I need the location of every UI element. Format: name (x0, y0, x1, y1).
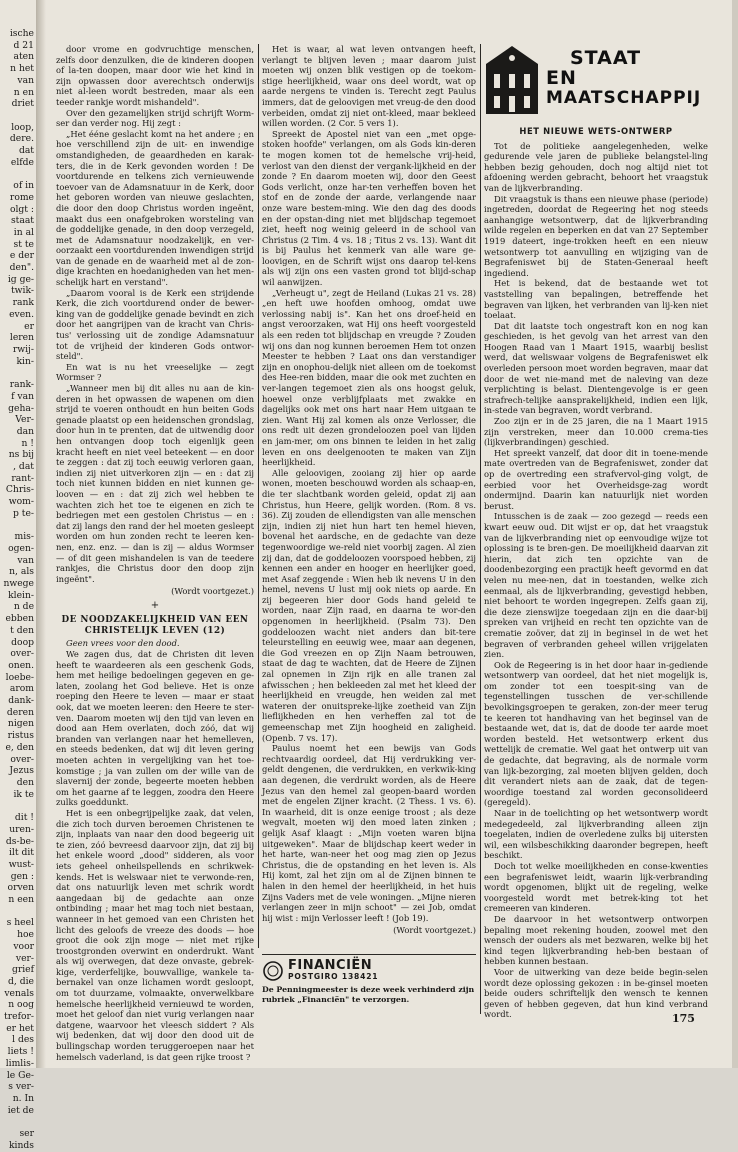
fragment-line: den". (9, 262, 34, 274)
fragment-line: olgt : (9, 203, 34, 215)
article-subheading: Geen vrees voor den dood. (66, 638, 180, 649)
paragraph: En wat is nu het vreeselijke — zegt Wormser ? (56, 361, 254, 383)
paragraph: Doch tot welke moeilijkheden en conse-kwenties een begrafeniswet leidt, waarin lijk-verbranding wordt opgenomen, blijkt uit de regeling, welke voorgesteld wordt met betrek-king tot het cremeeren van kinderen. (484, 860, 708, 914)
logo-line: EN (546, 67, 577, 89)
fragment-line: er (24, 320, 34, 332)
paragraph: Spreekt de Apostel niet van een „met opge-stoken hoofde" verlangen, om als Gods kin-deren te mogen komen tot de hemelsche vrij-heid, verlost van den dienst der vergank-lijkheid en der zonde ? En daarom moeten wij, door den Geest Gods verlicht, onze har-ten verheffen boven het stof en de zonde der aarde, verlangende naar onze ware bestem-ming. Wie den dag des doods en der opstan-ding niet met blijdschap tegemoet ziet, heeft nog weinig geleerd in de school van Christus (2 Tim. 4 vs. 18 ; Titus 2 vs. 13). Want dit is bij Paulus het kenmerk van alle ware ge-loovigen, en de Schrift wijst ons daarop tel-kens als wij zijn ons een vasten grond tot blijd-schap wil aanwijzen. (262, 128, 476, 288)
fragment-line: driet (11, 98, 34, 110)
fragment-line: elfde (10, 156, 34, 168)
fragment-line: rank (12, 297, 34, 309)
fragment-line (0, 168, 34, 180)
fragment-line: n de (13, 601, 34, 613)
paragraph: Tot de politieke aangelegenheden, welke gedurende vele jaren de publieke belangstel-ling hebben bezig gehouden, doch nog altijd niet tot afdoening werden gebracht, behoort het vraagstuk van de lijkverbranding. (484, 140, 708, 193)
fragment-line: ig ge- (7, 273, 34, 285)
paragraph: Voor de uitwerking van deze beide begin-selen wordt deze oplossing gekozen : in be-ginsel moeten beide ouders schriftelijk den wensch te kennen geven of hebben gegeven, dat hun kind verbrand wordt. (484, 966, 708, 1020)
paragraph: Intusschen is de zaak — zoo gezegd — reeds een kwart eeuw oud. Dit wijst er op, dat het vraagstuk van de lijkverbranding niet op eenvoudige wijze tot oplossing is te bren-gen. De moeilijkheid daarvan zit hierin, dat zich ten opzichte van de doodenbezorging een practijk heeft gevormd en dat velen nu mee-nen, dat in toestanden, welke zich eenmaal, als de lijkverbranding, gevestigd hebben, niet behoort te worden ingegrepen. Zelfs gaan zij, die deze zienswijze toegedaan zijn en die daar-bij spreken van vrijheid en recht ten opzichte van de crematie zoöver, dat zij in beginsel in de wet het begraven of verbranden geheel willen vrijgelaten zien. (484, 511, 708, 660)
paragraph: Over den gezamelijken strijd schrijft Worm-ser dan verder nog. Hij zegt : (56, 107, 254, 129)
paragraph: Naar in de toelichting op het wetsontwerp wordt medegedeeld, zal lijkverbranding alleen zijn toegelaten, indien de overledene zulks bij uitersten wil, een wilsbeschikking daaronder begrepen, heeft beschikt. (484, 808, 708, 861)
logo-line: MAATSCHAPPIJ (546, 88, 702, 108)
fragment-line: t den (10, 624, 34, 636)
fragment-line: d, die (8, 975, 34, 987)
paragraph: Dit vraagstuk is thans een nieuwe phase (periode) ingetreden, doordat de Regeering het nog steeds aanhangige wetsontwerp, dat de lijkverbranding wilde regelen en beperken en dat van 27 September 1919 dateert, inge-trokken heeft en een nieuw wetsontwerp tot aanvulling en wijziging van de Begrafeniswet bij de Staten-Generaal heeft ingediend. (484, 193, 708, 278)
fragment-line (0, 800, 34, 812)
fragment-line: kin- (16, 355, 34, 367)
fragment-line: rant- (11, 472, 34, 484)
paragraph: Het is een onbegrijpelijke zaak, dat velen, die zich toch durven beroemen Christenen te zijn, inplaats van naar den dood begeerig uit te zien, zóó bevreesd daarvoor zijn, dat zij bij het enkele woord „dood" sidderen, als voor iets geheel onheilspellends en schrikwek-kends. Het is welswaar niet te verwonde-ren, dat ons natuurlijk leven met schrik wordt aangedaan bij de gedachte aan onze ontbinding ; maar het mag toch niet bestaan, wanneer in het gemoed van een Christen het licht des geloofs de vreeze des doods — hoe groot die ook zijn moge — niet met rijke troostgronden overwint en onderdrukt. Want als wij overwegen, dat deze onvaste, gebrek-kige, verderfelijke, bouwvallige, wankele ta-bernakel van onze lichamen wordt gesloopt, om tot duurzame, volmaakte, onverwelkbare hemelsche heerlijkheid vernieuwd te worden, moet het geloof dan niet vurig verlangen naar datgene, waarvoor het vleesch siddert ? Als wij bedenken, dat wij door den dood uit de bullingschap worden teruggeroepen naar het hemelsch vaderland, is dat geen rijke troost ? (56, 807, 254, 1062)
fragment-line: trefor- (4, 1011, 34, 1023)
fragment-line: of in (13, 180, 34, 192)
finance-note: De Penningmeester is deze week verhinderd zijn rubriek „Financiën" te verzorgen. (262, 985, 475, 1004)
fragment-line: rwij- (12, 343, 34, 355)
fragment-line: n een (8, 894, 34, 906)
fragment-line: Jezus (9, 765, 34, 777)
paragraph: „Het ééne geslacht komt na het andere ; en hoe verschillend zijn de uit- en inwendige omstandigheden, de geaardheden en karak-ters, die in de Kerk gevonden worden ! De voortdurende en telkens zich vernieuwende toevoer van de Adamsnatuur in de Kerk, door het geboren worden van nieuwe geslachten, die door den doop Christus worden ingeënt, maakt dus een onafgebroken worsteling van de goddelijke genade, in den doop verzegeld, met de Adamsnatuur noodzakelijk, en ver-oorzaakt een voortdurenden inwendigen strijd van de genade en de waarheid met al de zon-dige krachten en hoedanigheden van het men-schelijk hart en verstand". (56, 128, 254, 288)
fragment-line: limlis- (5, 1057, 34, 1069)
fragment-line: grief (11, 964, 34, 976)
fragment-line: even. (9, 308, 34, 320)
fragment-line: , dat (13, 461, 34, 473)
paragraph: „Daarom vooral is de Kerk een strijdende Kerk, die zich voortdurend onder de bewer-king van de goddelijke genade bevindt en zich door het aangrijpen van de kracht van Chris-tus' verlossing uit de zondige Adamsnatuur tot de vrijheid der kinderen Gods ontwor-steld". (56, 287, 254, 362)
fragment-line: ogen- (8, 542, 34, 554)
previous-page-fragment (0, 28, 34, 1151)
fragment-line (0, 520, 34, 532)
fragment-line: hoe (17, 929, 34, 941)
fragment-line: ilt dit (8, 847, 34, 859)
fragment-line (0, 1116, 34, 1128)
paragraph: Alle geloovigen, zooiang zij hier op aarde wonen, moeten beschouwd worden als schaap-en, die ter slachtbank worden geleid, opdat zij aan Christus, hun Heere, gelijk worden. (Rom. 8 vs. 36). Zij zouden de ellendigsten van alle menschen zijn, indien zij niet hun hart ten hemel hieven, bovenal het aardsche, en de gedachte van deze tegenwoordige we-reld niet voorbij zagen. Al zien zij dan, dat de goddeloozen voorspoed hebben, zij kennen een ander en hooger en heerlijker goed, met Asaf zeggende : Wien heb ik nevens U in den hemel, nevens U lust mij ook niets op aarde. En zij begeeren hier door Gods hand geleid te worden, naar Zijn raad, en daarna te wor-den opgenomen in heerlijkheid. (Psalm 73). Den goddeloozen wacht niet anders dan bit-tere teleurstelling en eeuwig wee, maar aan degenen, die God vreezen en op Zijn Naam betrouwen, staat de dag te wachten, dat de Heere de Zijnen zal opnemen in Zijn rijk en alle tranen zal afwisschen ; hen bekleeden zal met het kleed der heerlijkheid en vreugde, hen weiden zal met wateren der onuitspreke-lijke zoetheid van Zijn lieflijkheden en hen verheffen zal tot de gemeenschap met Zijn hoogheid en zaligheid. (Openb. 7 vs. 17). (262, 467, 476, 743)
fragment-line: dere. (9, 133, 34, 145)
postgiro-number: POSTGIRO 138421 (288, 972, 379, 981)
fragment-line: ik te (13, 788, 34, 800)
parliament-building-icon (484, 44, 540, 116)
fragment-line: liets ! (7, 1046, 34, 1058)
page-edge (732, 0, 738, 1068)
page-number: 175 (672, 1012, 695, 1025)
paragraph: „Verheugt u", zegt de Heiland (Lukas 21 vs. 28) „en heft uwe hoofden omhoog, omdat uwe verlossing nabij is". Kan het ons droef-heid en angst veroorzaken, wat Hij ons heeft voorgesteld als een reden tot blijdschap en vreugde ? Zouden wij ons dan nog kunnen beroemen Hem tot onzen Meester te hebben ? Laat ons dan verstandiger zijn en onophou-delijk niet alleen om de toekomst des Hee-ren bidden, maar die ook met zuchten en ver-langen tegemoet zien als ons hoogst geluk, hoewel onze verblijfplaats met zwakke en dagelijks ook met ons hart naar Hem uitgaan te zien. Want Hij zal komen als onze Verlosser, die ons redt uit dezen grondeloozen poel van lijden en jam-mer, om ons binnen te leiden in het zalig leven en ons deelgenooten te maken van Zijn heerlijkheid. (262, 287, 476, 468)
finance-section (262, 958, 476, 1005)
fragment-line: l des (12, 1034, 34, 1046)
fragment-line: rome (9, 191, 34, 203)
fragment-line: n. In (12, 1092, 34, 1104)
column-divider (480, 44, 481, 1014)
fragment-line: n ! (21, 437, 34, 449)
fragment-line: onen. (8, 659, 34, 671)
fragment-line: twik- (10, 285, 34, 297)
column-divider (258, 44, 259, 948)
paragraph: Het is waar, al wat leven ontvangen heeft, verlangt te blijven leven ; maar daarom juist moeten wij onzen blik vestigen op de toekom-stige heerlijkheid, waar ons deel wordt, wat op aarde nergens te vinden is. Terecht zegt Paulus immers, dat de geloovigen met vreug-de den dood verbeiden, omdat zij niet ont-kleed, maar bekleed willen worden. (2 Cor. 5 vers 1). (262, 44, 476, 129)
fragment-line (0, 110, 34, 122)
paragraph: De daarvoor in het wetsontwerp ontworpen bepaling moet rekening houden, zoowel met den wensch der ouders als met bezwaren, welke bij het kind tegen lijkverbranding heb-ben bestaan of hebben kunnen bestaan. (484, 913, 708, 967)
fragment-line: n het (10, 63, 34, 75)
paragraph: door vrome en godvruchtige menschen, zelfs door denzulken, die de kinderen doopen of la-ten doopen, maar door wie het kind in zijn opwassen door averechtsch onderwijs niet al-leen wordt bestreden, maar als een teeder rankje wordt mishandeld". (56, 44, 254, 107)
fragment-line: d 21 (13, 39, 34, 51)
fragment-line: st te (13, 238, 34, 250)
fragment-line: n, als (9, 566, 34, 578)
fragment-line: leren (9, 332, 34, 344)
article-heading: DE NOODZAKELIJKHEID VAN EEN CHRISTELIJK LEVEN (12) (61, 615, 249, 636)
fragment-line: loop, (11, 121, 34, 133)
cross-ornament: + (150, 599, 160, 611)
fragment-line: orven (7, 882, 34, 894)
paragraph: Ook de Regeering is in het door haar in-gediende wetsontwerp van oordeel, dat het niet mogelijk is, om zonder tot een toespit-sing van de tegenstellingen tusschen de ver-schillende bevolkingsgroepen te geraken, zon-der meer terug te keeren tot handhaving van het beginsel van de bestaande wet, dat is, dat de doode ter aarde moet worden besteld. Het wetsontwerp erkent dus wettelijk de crematie. Wel gaat het ontwerp uit van de gedachte, dat begraving, als de normale vorm van lijk-bezorging, zal moeten blijven gelden, doch dit verandert niets aan de zaak, dat de tegen-woordige toestand zal worden geconsolideerd (geregeld). (484, 659, 708, 808)
fragment-line: venals (4, 987, 34, 999)
logo-text (542, 48, 702, 108)
fragment-line: nigen (7, 718, 34, 730)
paragraph: „Wanneer men bij dit alles nu aan de kin-deren in het opwassen de wapenen om dien strijd te voeren onthoudt en hun beiten Gods genade plaatst op een heidenschen grondslag, door hun in te prenten, dat de uitwendig door hen ontvangen doop toch eigenlijk geen kracht heeft en niet veel beteekent — en door te zeggen : dat zij toch eeuwig verloren gaan, indien zij niet uitverkoren zijn — en : dat zij toch niet kunnen bidden en niet kunnen ge-looven — en : dat zij zich wel hebben te wachten zich het toe te eigenen en zich te bedriegen met een gestolen Christus — en : dat zij langs den rand der hel moeten gesleept worden om hun zonden recht te leeren ken-nen, enz. enz. — dan is zij — aldus Wormser — of dit geen mishandelen is van de teedere rankjes, die Christus door den doop zijn ingeënt". (56, 383, 254, 584)
fragment-line: rank- (9, 379, 34, 391)
fragment-line: er het (6, 1022, 34, 1034)
continued-note: (Wordt voortgezet.) (171, 586, 254, 597)
fragment-line: dit ! (14, 812, 34, 824)
fragment-line (0, 906, 34, 918)
section-title: HET NIEUWE WETS-ONTWERP (519, 126, 673, 136)
fragment-line: s ver- (8, 1081, 34, 1093)
fragment-line: van (17, 74, 34, 86)
fragment-line: ds-be- (5, 835, 34, 847)
fragment-line: iet de (7, 1104, 34, 1116)
fragment-line: Chris- (5, 484, 34, 496)
page-gutter (36, 0, 46, 1068)
fragment-line: deren (6, 706, 34, 718)
fragment-line: kinds (8, 1139, 34, 1151)
fragment-line: n oog (8, 999, 34, 1011)
paragraph: Het is bekend, dat de bestaande wet tot vaststelling van bepalingen, betreffende het begraven van lijken, het verbranden van lij-ken niet toelaat. (484, 278, 708, 321)
fragment-line: loebe- (5, 671, 34, 683)
fragment-line: dank- (8, 695, 34, 707)
logo-line: STAAT (570, 47, 642, 69)
fragment-line: staat (10, 215, 34, 227)
fragment-line: nwege (3, 578, 34, 590)
fragment-line: gen : (10, 870, 34, 882)
fragment-line: le Ge- (6, 1069, 34, 1081)
finance-rule (262, 954, 476, 955)
fragment-line: klein- (8, 589, 34, 601)
fragment-line: ns bij (8, 449, 34, 461)
fragment-line: ristus (7, 730, 34, 742)
paragraph: We zagen dus, dat de Christen dit leven heeft te waardeeren als een geschenk Gods, hem met heilige bedoelingen gegeven en ge-laten, zoolang het God believe. Het is onze roeping den Heere te leven — maar er staat ook, dat we moeten leeren: den Heere te ster-ven. Daarom moeten wij den tijd van leven en dood aan Hem overlaten, doch zóó, dat wij branden van verlangen naar het hemelleven, en steeds bedenken, dat wij dit leven gering moeten achten in vergelijking van het toe-komstige ; ja van zullen om der wille van de slavernij der zonde, begeerte moeten hebben om het gaarne af te leggen, zoodra den Heere zulks goeddunkt. (56, 649, 254, 808)
fragment-line (0, 367, 34, 379)
fragment-line: van (17, 554, 34, 566)
coin-icon (262, 960, 284, 982)
fragment-line: dat (18, 145, 34, 157)
fragment-line: n en (13, 86, 34, 98)
column-1 (56, 44, 254, 1062)
fragment-line: ser (19, 1128, 34, 1140)
fragment-line: arom (9, 683, 34, 695)
paragraph: Dat dit laatste toch ongestraft kon en nog kan geschieden, is het gevolg van het arrest van den Hoogen Raad van 1 Maart 1915, waarbij beslist werd, dat weliswaar volgens de Begrafeniswet elk overleden persoon moet worden begraven, maar dat door de wet nie-mand met de naleving van deze verplichting is belast. Dientengevolge is er geen strafrech-telijke aansprakelijkheid, indien een lijk, in-stede van begraven, wordt verbrand. (484, 320, 708, 416)
fragment-line: s heel (6, 917, 34, 929)
paragraph: Het spreekt vanzelf, dat door dit in toene-mende mate overtreden van de Begrafeniswet, zonder dat op de overtreding een strafvervol-ging volgt, de eerbied voor het Overheidsge-zag wordt ondermijnd. Daarin kan natuurlijk niet worden berust. (484, 447, 708, 511)
fragment-line: dan (16, 425, 34, 437)
continued-note: (Wordt voortgezet.) (393, 925, 476, 936)
column-2 (262, 44, 476, 948)
paragraph: Zoo zijn er in de 25 jaren, die na 1 Maart 1915 zijn verstreken, meer dan 10.000 crema-ties (lijkverbrandingen) geschied. (484, 416, 708, 448)
fragment-line: uren- (9, 823, 34, 835)
fragment-line: f van (11, 390, 34, 402)
fragment-line: geha- (8, 402, 34, 414)
fragment-line: aten (13, 51, 34, 63)
paragraph: Paulus noemt het een bewijs van Gods rechtvaardig oordeel, dat Hij verdrukking ver-geldt dengenen, die verdrukken, en verkwik-king aan degenen, die verdrukt worden, als de Heere Jezus van den hemel zal geopen-baard worden met de engelen Zijner kracht. (2 Thess. 1 vs. 6). In waarheid, dit is onze eenige troost ; als deze wegvalt, moeten wij den moed laten zinken ; gelijk Asaf klaagt : „Mijn voeten waren bijna uitgeweken". Maar de blijdschap keert weder in het harte, wan-neer het oog mag zien op Jezus Christus, die de opstanding en het leven is. Als Hij komt, zal het zijn om al de Zijnen binnen te halen in den hemel der heerlijkheid, in het huis Zijns Vaders met de vele woningen. „Mijne nieren verlangen zeer in mijn schoot" — zei Job, omdat hij wist : mijn Verlosser leeft ! (Job 19). (262, 743, 476, 923)
fragment-line: wust- (8, 858, 34, 870)
fragment-line: voor (13, 940, 34, 952)
fragment-line: e, den (5, 741, 34, 753)
fragment-line: p te- (12, 507, 34, 519)
fragment-line: wom- (8, 496, 34, 508)
fragment-line: Ver- (15, 414, 34, 426)
fragment-line: ische (9, 28, 34, 39)
fragment-line: over- (10, 648, 34, 660)
fragment-line: e der (9, 250, 34, 262)
fragment-line: den (16, 777, 34, 788)
fragment-line: ebben (5, 613, 34, 625)
fragment-line: ver- (15, 952, 34, 964)
fragment-line: mis- (14, 531, 34, 543)
fragment-line: over- (10, 753, 34, 765)
finance-title: FINANCIËN (288, 958, 373, 973)
staat-en-maatschappij-logo (484, 44, 708, 120)
fragment-line: doop (11, 636, 34, 648)
fragment-line: in al (13, 226, 34, 238)
